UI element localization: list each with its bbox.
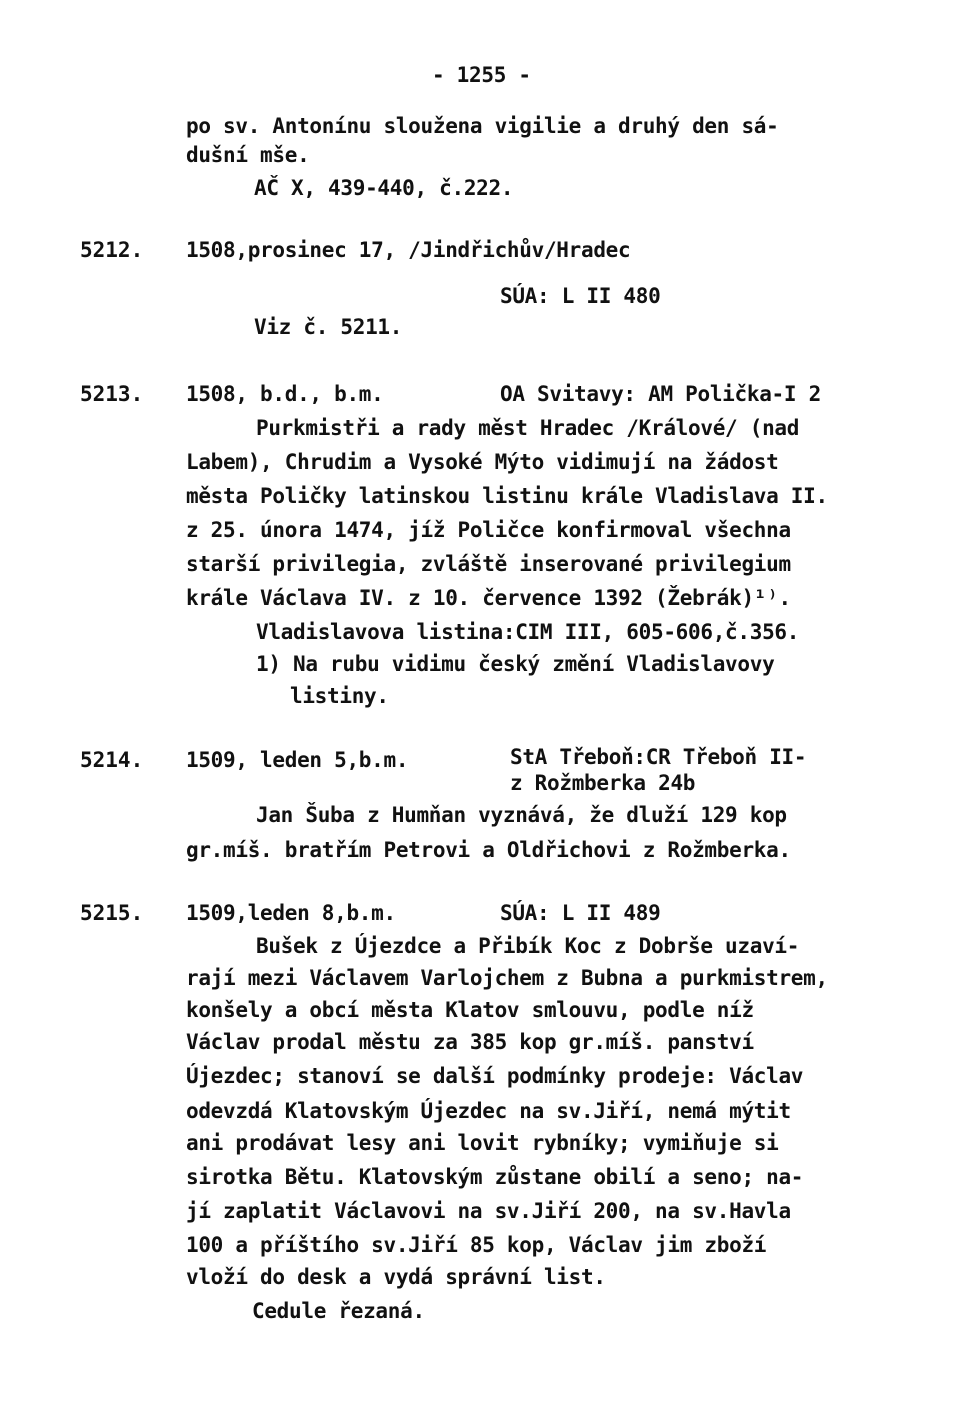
intro-line: po sv. Antonínu sloužena vigilie a druhý den sá- [186,114,779,138]
entry-text-line: odevzdá Klatovským Újezdec na sv.Jiří, nemá mýtit [186,1099,791,1123]
entry-number: 5213. [80,382,144,406]
entry-date: 1508,prosinec 17, /Jindřichův/Hradec [186,238,631,262]
page-number: - 1255 - [432,63,531,87]
entry-text-line: 100 a příštího sv.Jiří 85 kop, Václav jim zboží [186,1233,767,1257]
entry-source: z Rožmberka 24b [510,771,696,795]
entry-date: 1509,leden 8,b.m. [186,901,396,925]
entry-note: Cedule řezaná. [252,1299,425,1323]
entry-text-line: ani prodávat lesy ani lovit rybníky; vymiňuje si [186,1131,779,1155]
entry-text-line: Václav prodal městu za 385 kop gr.míš. panství [186,1030,754,1054]
entry-source: OA Svitavy: AM Polička-I 2 [500,382,821,406]
intro-citation: AČ X, 439-440, č.222. [254,176,514,200]
entry-number: 5212. [80,238,144,262]
entry-number: 5214. [80,748,144,772]
entry-source: SÚA: L II 480 [500,284,661,308]
entry-footnote: 1) Na rubu vidimu český změní Vladislavovy [256,652,775,676]
entry-source: StA Třeboň:CR Třeboň II- [510,745,807,769]
entry-text-line: Újezdec; stanoví se další podmínky prodeje: Václav [186,1064,804,1088]
entry-text-line: Purkmistři a rady měst Hradec /Králové/ (nad [256,416,800,440]
entry-text-line: sirotka Bětu. Klatovským zůstane obilí a seno; na- [186,1165,804,1189]
intro-line: dušní mše. [186,143,310,167]
entry-text-line: z 25. února 1474, jíž Poličce konfirmoval všechna [186,518,791,542]
entry-text-line: města Poličky latinskou listinu krále Vladislava II. [186,484,828,508]
entry-footnote: listiny. [290,684,389,708]
entry-text-line: krále Václava IV. z 10. července 1392 (Žebrák)¹⁾. [186,586,791,610]
entry-date: 1509, leden 5,b.m. [186,748,409,772]
entry-text-line: Vladislavova listina:CIM III, 605-606,č.356. [256,620,800,644]
entry-text-line: Jan Šuba z Humňan vyznává, že dluží 129 kop [256,803,787,827]
entry-source: SÚA: L II 489 [500,901,661,925]
entry-text-line: Viz č. 5211. [254,315,403,339]
entry-text-line: Bušek z Újezdce a Přibík Koc z Dobrše uzaví- [256,934,800,958]
entry-text-line: gr.míš. bratřím Petrovi a Oldřichovi z Rožmberka. [186,838,791,862]
entry-text-line: starší privilegia, zvláště inserované privilegium [186,552,791,576]
entry-text-line: rají mezi Václavem Varlojchem z Bubna a purkmistrem, [186,966,828,990]
entry-text-line: Labem), Chrudim a Vysoké Mýto vidimují na žádost [186,450,779,474]
entry-text-line: vloží do desk a vydá správní list. [186,1265,606,1289]
entry-text-line: konšely a obcí města Klatov smlouvu, podle níž [186,998,754,1022]
entry-date: 1508, b.d., b.m. [186,382,384,406]
entry-number: 5215. [80,901,144,925]
entry-text-line: jí zaplatit Václavovi na sv.Jiří 200, na sv.Havla [186,1199,791,1223]
